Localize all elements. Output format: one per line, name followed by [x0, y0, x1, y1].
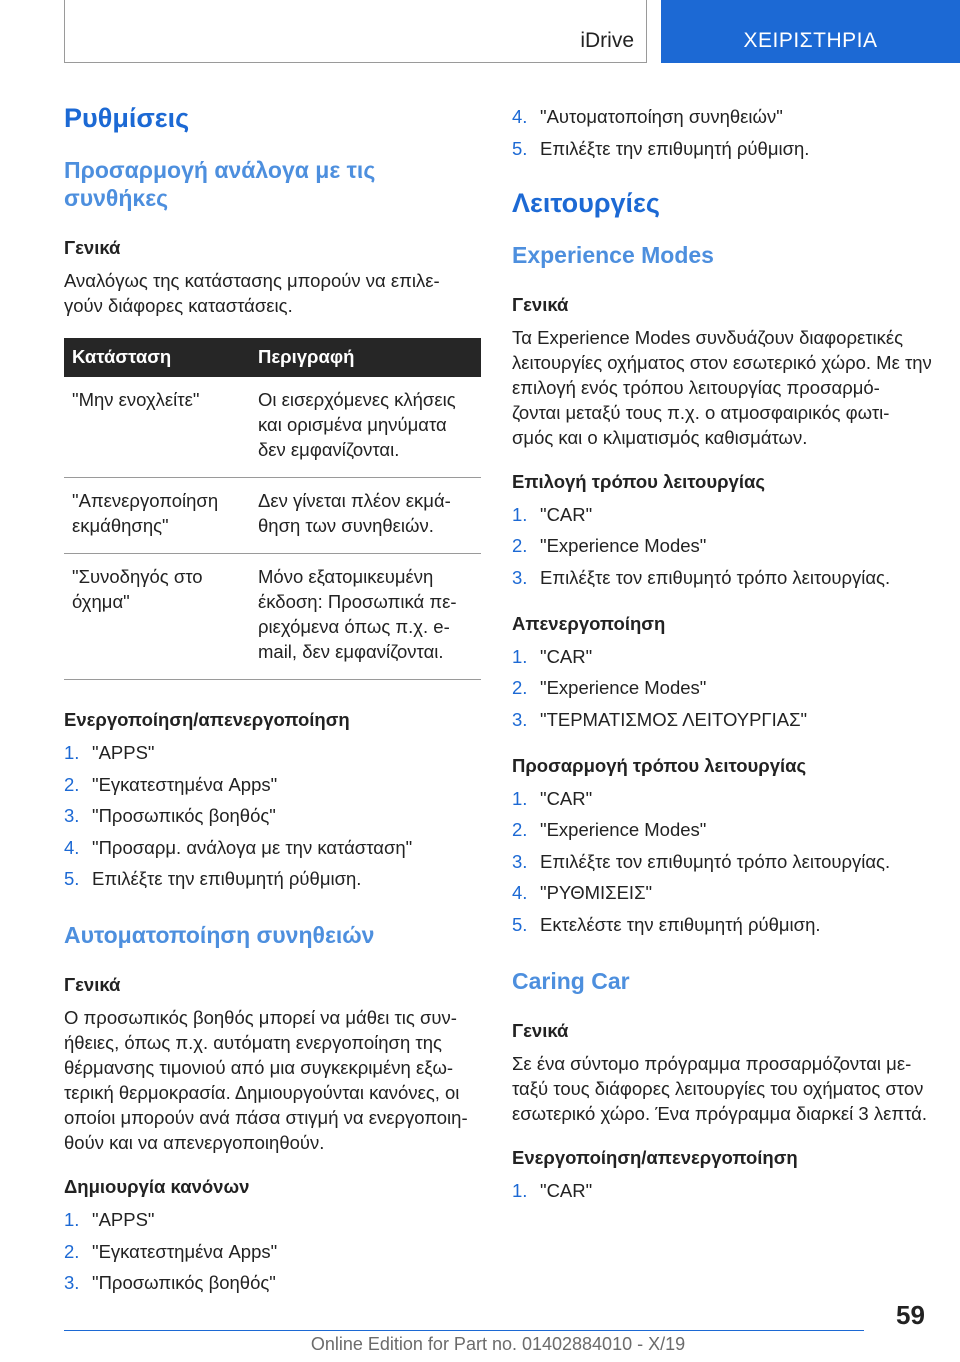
- list-item: 3. Επιλέξτε τον επιθυμητό τρόπο λειτουργίας.: [512, 566, 891, 588]
- list-item: 1. "APPS": [64, 1209, 155, 1230]
- header-chapter-tab: [661, 0, 960, 63]
- select-mode-heading: Επιλογή τρόπου λειτουργίας: [512, 470, 765, 492]
- situation-table: [64, 338, 481, 680]
- general-paragraph: Αναλόγως της κατάστασης μπορούν να επιλε‐ γούν διάφορες καταστάσεις.: [64, 270, 440, 316]
- list-item: 1. "CAR": [512, 503, 593, 525]
- subtitle-habit-automation: Αυτοματοποίηση συνηθειών: [64, 922, 375, 948]
- footer-edition: Online Edition for Part no. 01402884010 - X/19: [310, 1334, 686, 1354]
- general-heading: Γενικά: [64, 974, 121, 995]
- list-item: 1. "CAR": [512, 1179, 593, 1201]
- general-paragraph: Ο προσωπικός βοηθός μπορεί να μάθει τις συν‐ ήθειες, όπως π.χ. αυτόματη ενεργοποίηση της θέρμανσης τιμονιού από μια συγκεκριμένη εξω‐ τερική θερμοκρασία. Δημιουργούνται κανόνες, οι οποίοι μπορούν ανά πάσα στιγμή να ενεργοποιη‐ θούν και να απενεργοποιηθούν.: [64, 1007, 468, 1153]
- activation-heading: Ενεργοποίηση/απενεργοποίηση: [64, 709, 350, 730]
- list-item: 4. "Προσαρμ. ανάλογα με την κατάσταση": [64, 836, 413, 858]
- footer-divider: [64, 1330, 864, 1331]
- general-paragraph: Σε ένα σύντομο πρόγραμμα προσαρμόζονται με‐ ταξύ τους διάφορες λειτουργίες του οχήματος στον εσωτερικό χώρο. Ένα πρόγραμμα διαρκεί 3 λεπτά.: [512, 1052, 927, 1124]
- list-item: 1. "APPS": [64, 742, 155, 763]
- caring-activation-steps: [512, 1178, 932, 1203]
- list-item: 5. Επιλέξτε την επιθυμητή ρύθμιση.: [64, 868, 362, 889]
- header-chapter-label: ΧΕΙΡΙΣΤΗΡΙΑ: [743, 29, 878, 52]
- rules-steps: [64, 1207, 481, 1295]
- list-item: 2. "Εγκατεστημένα Apps": [64, 1240, 278, 1262]
- table-cell-description: Δεν γίνεται πλέον εκμά‐ θηση των συνηθειών.: [250, 478, 481, 554]
- list-item: 1. "CAR": [512, 645, 593, 667]
- table-header-situation: Κατάσταση: [64, 338, 250, 377]
- table-row: [64, 377, 481, 478]
- list-item: 2. "Experience Modes": [512, 819, 707, 840]
- general-heading: Γενικά: [512, 293, 569, 315]
- list-item: 3. "ΤΕΡΜΑΤΙΣΜΟΣ ΛΕΙΤΟΥΡΓΙΑΣ": [512, 708, 808, 730]
- general-heading: Γενικά: [64, 237, 121, 258]
- section-title-settings: Ρυθμίσεις: [64, 103, 190, 133]
- list-item: 2. "Experience Modes": [512, 535, 707, 556]
- header-section-box: [64, 0, 647, 63]
- rules-steps-continued: [512, 104, 932, 161]
- right-column: [512, 104, 932, 1225]
- adapt-mode-heading: Προσαρμογή τρόπου λειτουργίας: [512, 754, 807, 776]
- header-section-label: iDrive: [580, 29, 634, 52]
- general-heading: Γενικά: [512, 1019, 569, 1041]
- list-item: 3. "Προσωπικός βοηθός": [64, 1272, 276, 1293]
- caring-activation-heading: Ενεργοποίηση/απενεργοποίηση: [512, 1146, 798, 1168]
- table-header-description: Περιγραφή: [250, 338, 481, 377]
- adapt-mode-steps: [512, 786, 932, 937]
- table-cell-description: Οι εισερχόμενες κλήσεις και ορισμένα μηνύματα δεν εμφανίζονται.: [250, 377, 481, 478]
- general-paragraph: Τα Experience Modes συνδυάζουν διαφορετικές λειτουργίες οχήματος στον εσωτερικό χώρο. Με την επιλογή ενός τρόπου λειτουργίας προσαρμό‐ ζονται μεταξύ τους π.χ. ο ατμοσφαιρικός φωτι‐ σμός και ο κλιματισμός καθισμάτων.: [512, 326, 932, 448]
- table-cell-description: Μόνο εξατομικευμένη έκδοση: Προσωπικά πε‐ ριεχόμενα όπως π.χ. e- mail, δεν εμφανίζονται.: [250, 554, 481, 680]
- activation-steps: [64, 740, 481, 891]
- list-item: 2. "Experience Modes": [512, 677, 707, 698]
- table-row: [64, 478, 481, 554]
- table-row: [64, 554, 481, 680]
- list-item: 2. "Εγκατεστημένα Apps": [64, 773, 278, 795]
- subtitle-adaptation: Προσαρμογή ανάλογα με τις συνθήκες: [64, 157, 376, 211]
- list-item: 3. Επιλέξτε τον επιθυμητό τρόπο λειτουργίας.: [512, 850, 891, 872]
- deactivate-steps: [512, 644, 932, 732]
- deactivate-heading: Απενεργοποίηση: [512, 612, 666, 634]
- list-item: 4. "Αυτοματοποίηση συνηθειών": [512, 106, 783, 127]
- list-item: 1. "CAR": [512, 787, 593, 809]
- left-column: [64, 96, 481, 1317]
- subtitle-experience-modes: Experience Modes: [512, 241, 714, 268]
- table-cell-situation: "Μην ενοχλείτε": [64, 377, 250, 478]
- list-item: 5. Εκτελέστε την επιθυμητή ρύθμιση.: [512, 913, 821, 935]
- list-item: 4. "ΡΥΘΜΙΣΕΙΣ": [512, 882, 653, 903]
- section-title-functions: Λειτουργίες: [512, 187, 660, 218]
- rules-heading: Δημιουργία κανόνων: [64, 1176, 250, 1197]
- list-item: 5. Επιλέξτε την επιθυμητή ρύθμιση.: [512, 137, 810, 159]
- select-mode-steps: [512, 502, 932, 590]
- subtitle-caring-car: Caring Car: [512, 967, 630, 994]
- list-item: 3. "Προσωπικός βοηθός": [64, 805, 276, 826]
- table-cell-situation: "Απενεργοποίηση εκμάθησης": [64, 478, 250, 554]
- table-cell-situation: "Συνοδηγός στο όχημα": [64, 554, 250, 680]
- page-number: 59: [896, 1300, 925, 1330]
